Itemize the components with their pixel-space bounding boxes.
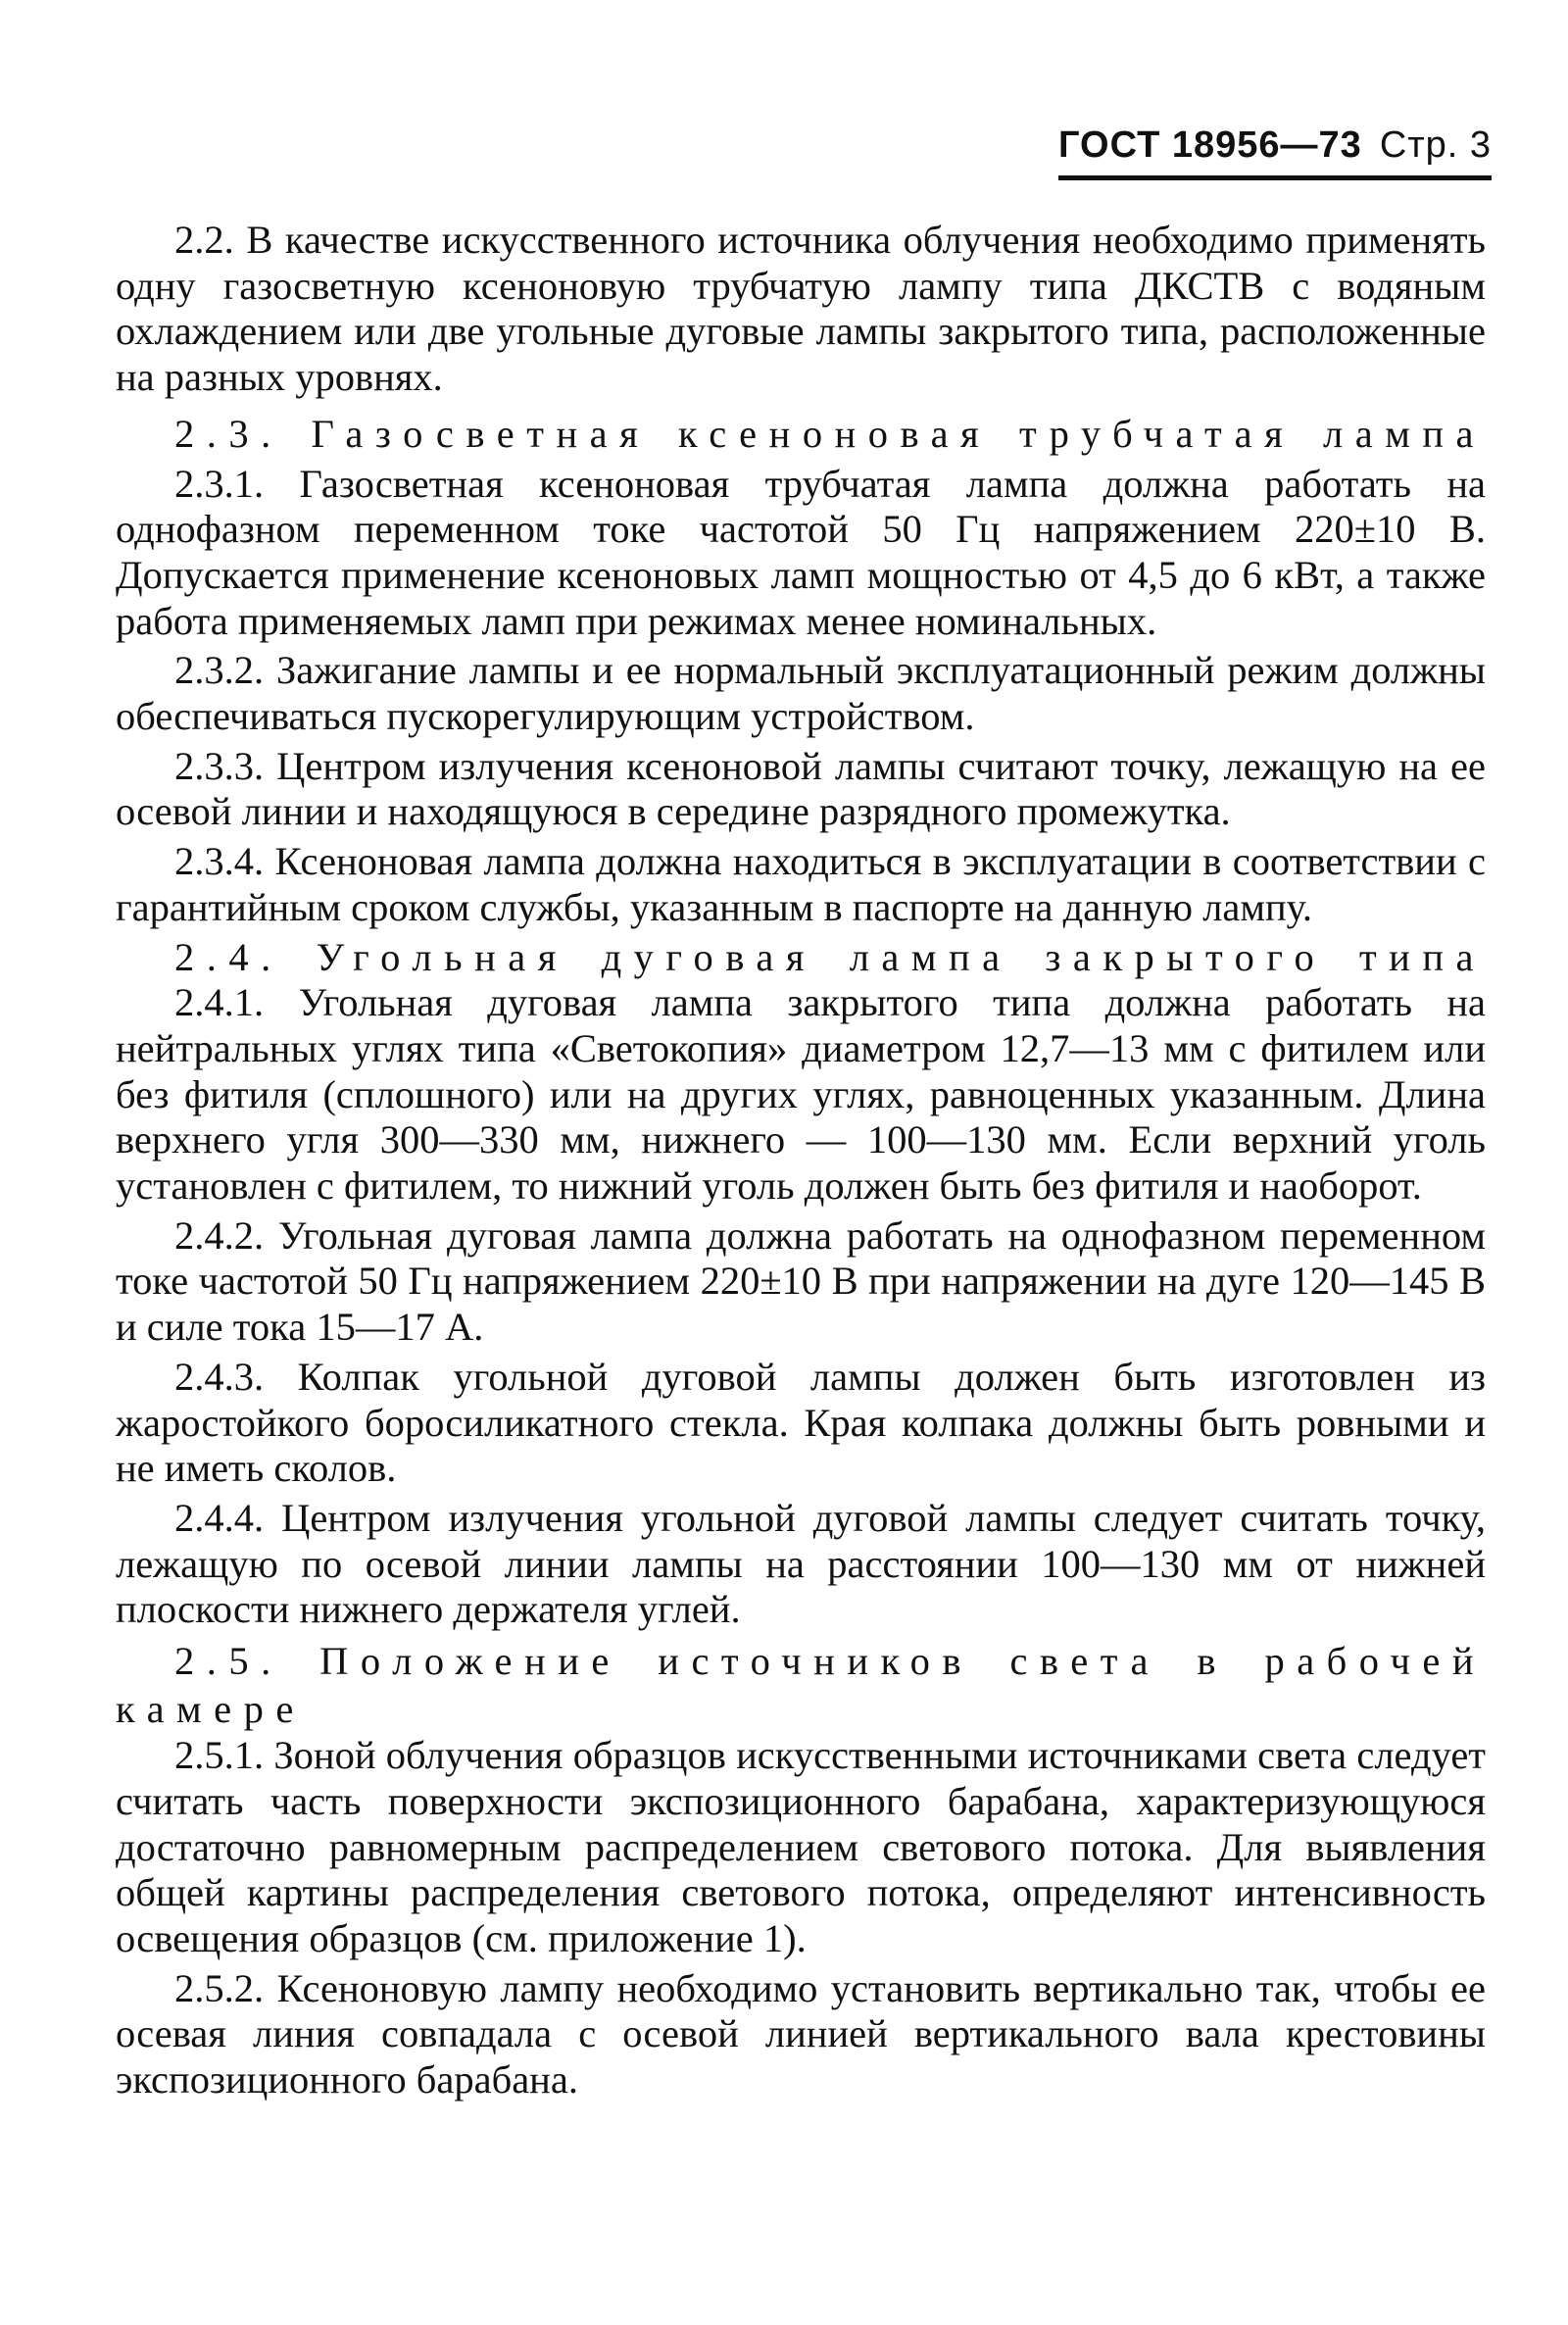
- paragraph-2-4-1: 2.4.1. Угольная дуговая лампа закрытого типа должна работать на нейтральных углях типа «Светокопия» диаметром 12,7—13 мм с фитилем или без фитиля (сплошного) или на других углях, равноценных указанным. Длина верхнего угля 300—330 мм, нижнего — 100—130 мм. Если верхний уголь установлен с фитилем, то нижний уголь должен быть без фитиля и наоборот.: [116, 980, 1486, 1209]
- paragraph-2-4-2: 2.4.2. Угольная дуговая лампа должна работать на однофазном переменном токе частотой 50 Гц напряжением 220±10 В при напряжении на дуге 120—145 В и силе тока 15—17 А.: [116, 1212, 1486, 1350]
- section-heading-2-5: 2.5. Положение источников света в рабочей камере: [116, 1639, 1486, 1732]
- paragraph-2-3-3: 2.3.3. Центром излучения ксеноновой лампы считают точку, лежащую на ее осевой линии и находящуюся в середине разрядного промежутка.: [116, 743, 1486, 834]
- paragraph-2-5-1: 2.5.1. Зоной облучения образцов искусственными источниками света следует считать часть поверхности экспозиционного барабана, характеризующуюся достаточно равномерным распределением светового потока. Для выявления общей картины распределения светового потока, определяют интенсивность освещения образцов (см. приложение 1).: [116, 1733, 1486, 1960]
- paragraph-2-4-4: 2.4.4. Центром излучения угольной дуговой лампы следует считать точку, лежащую по осевой линии лампы на расстоянии 100—130 мм от нижней плоскости нижнего держателя углей.: [116, 1495, 1486, 1632]
- header-line: [1058, 124, 1492, 167]
- paragraph-2-4-3: 2.4.3. Колпак угольной дуговой лампы должен быть изготовлен из жаростойкого боросиликатного стекла. Края колпака должны быть ровными и не иметь сколов.: [116, 1354, 1486, 1491]
- document-body: [116, 218, 1486, 2103]
- paragraph-2-5-2: 2.5.2. Ксеноновую лампу необходимо установить вертикально так, чтобы ее осевая линия совпадала с осевой линией вертикального вала крестовины экспозиционного барабана.: [116, 1965, 1486, 2102]
- paragraph-2-3-1: 2.3.1. Газосветная ксеноновая трубчатая лампа должна работать на однофазном переменном токе частотой 50 Гц напряжением 220±10 В. Допускается применение ксеноновых ламп мощностью от 4,5 до 6 кВт, а также работа применяемых ламп при режимах менее номинальных.: [116, 461, 1486, 643]
- section-heading-2-3: 2.3. Газосветная ксеноновая трубчатая лампа: [174, 411, 1486, 456]
- standard-number: ГОСТ 18956—73: [1058, 124, 1362, 166]
- page-header: [1058, 124, 1492, 182]
- section-heading-2-4: 2.4. Угольная дуговая лампа закрытого типа: [174, 934, 1486, 979]
- paragraph-2-3-4: 2.3.4. Ксеноновая лампа должна находиться в эксплуатации в соответствии с гарантийным сроком службы, указанным в паспорте на данную лампу.: [116, 839, 1486, 929]
- paragraph-2-2: 2.2. В качестве искусственного источника облучения необходимо применять одну газосветную ксеноновую трубчатую лампу типа ДКСТВ с водяным охлаждением или две угольные дуговые лампы закрытого типа, расположенные на разных уровнях.: [116, 218, 1486, 400]
- paragraph-2-3-2: 2.3.2. Зажигание лампы и ее нормальный эксплуатационный режим должны обеспечиваться пускорегулирующим устройством.: [116, 648, 1486, 739]
- header-rule: [1058, 175, 1492, 180]
- page-number: Стр. 3: [1379, 124, 1493, 166]
